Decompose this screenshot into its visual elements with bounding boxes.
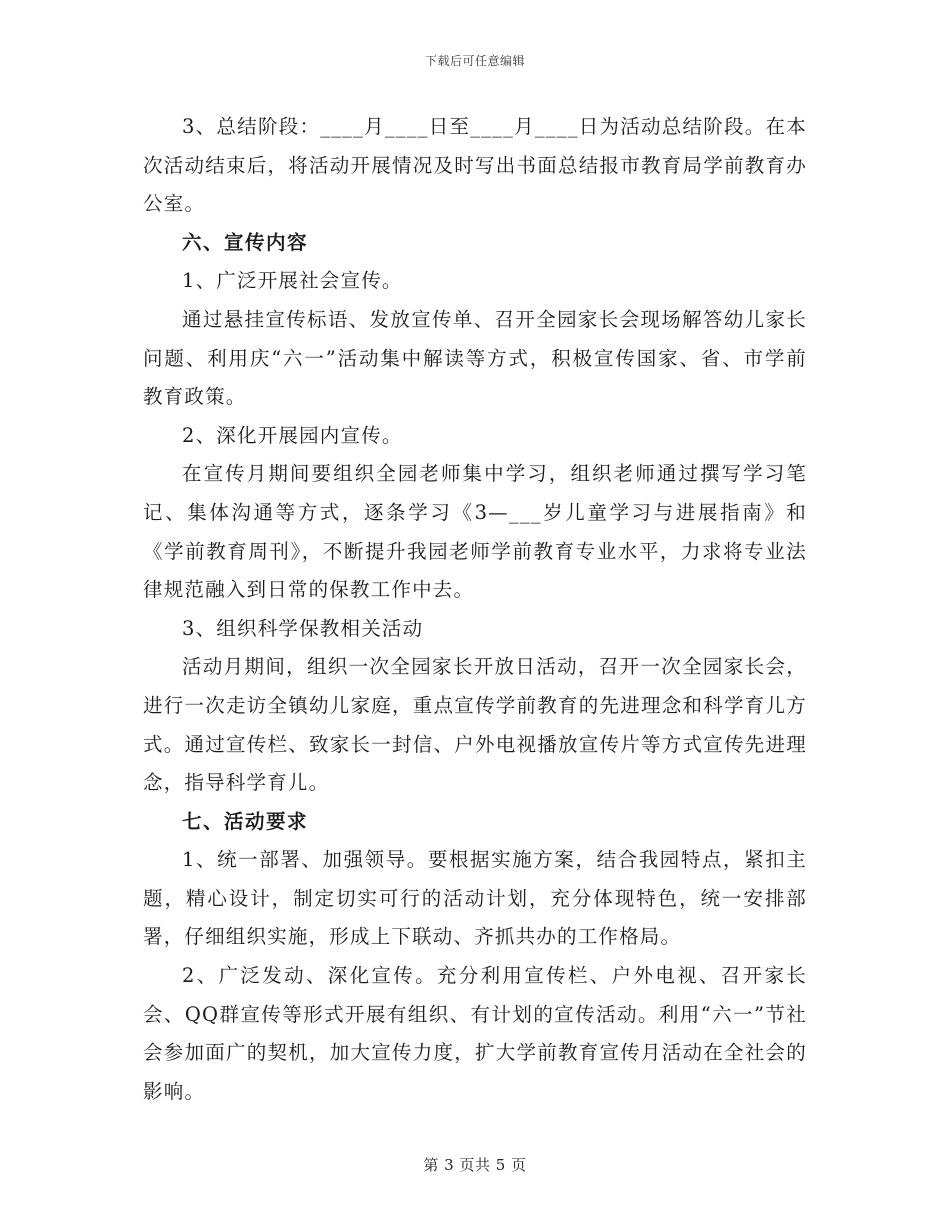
- paragraph-subheading-campus-publicity: 2、深化开展园内宣传。: [182, 423, 403, 447]
- page-header: 下载后可任意编辑: [424, 54, 525, 68]
- paragraph-scientific-activities: 活动月期间，组织一次全园家长开放日活动，召开一次全园家长会，进行一次走访全镇幼儿家庭，重点宣传学前教育的先进理念和科学育儿方式。通过宣传栏、致家长一封信、户外电视播放宣传片等方式宣传先进理念，指导科学育儿。: [143, 655, 807, 795]
- paragraph-summary-stage: 3、总结阶段：____月____日至____月____日为活动总结阶段。在本次活动结束后，将活动开展情况及时写出书面总结报市教育局学前教育办公室。: [143, 115, 807, 216]
- paragraph-campus-publicity: 在宣传月期间要组织全园老师集中学习，组织老师通过撰写学习笔记、集体沟通等方式，逐条学习《3—___岁儿童学习与进展指南》和《学前教育周刊》，不断提升我园老师学前教育专业水平，力求将专业法律规范融入到日常的保教工作中去。: [143, 462, 807, 602]
- document-body: [143, 108, 807, 1111]
- paragraph-social-publicity: 通过悬挂宣传标语、发放宣传单、召开全园家长会现场解答幼儿家长问题、利用庆“六一”活动集中解读等方式，积极宣传国家、省、市学前教育政策。: [143, 307, 807, 409]
- section-heading-publicity-content: 六、宣传内容: [182, 230, 309, 254]
- paragraph-subheading-social-publicity: 1、广泛开展社会宣传。: [182, 269, 403, 293]
- section-heading-activity-requirements: 七、活动要求: [182, 809, 309, 833]
- paragraph-requirement-1: 1、统一部署、加强领导。要根据实施方案，结合我园特点，紧扣主题，精心设计，制定切实可行的活动计划，充分体现特色，统一安排部署，仔细组织实施，形成上下联动、齐抓共办的工作格局。: [143, 848, 807, 949]
- paragraph-subheading-scientific-activities: 3、组织科学保教相关活动: [182, 616, 424, 640]
- page-footer: 第 3 页共 5 页: [423, 1156, 527, 1174]
- paragraph-requirement-2: 2、广泛发动、深化宣传。充分利用宣传栏、户外电视、召开家长会、QQ群宣传等形式开展有组织、有计划的宣传活动。利用“六一”节社会参加面广的契机，加大宣传力度，扩大学前教育宣传月活动在全社会的影响。: [143, 964, 807, 1103]
